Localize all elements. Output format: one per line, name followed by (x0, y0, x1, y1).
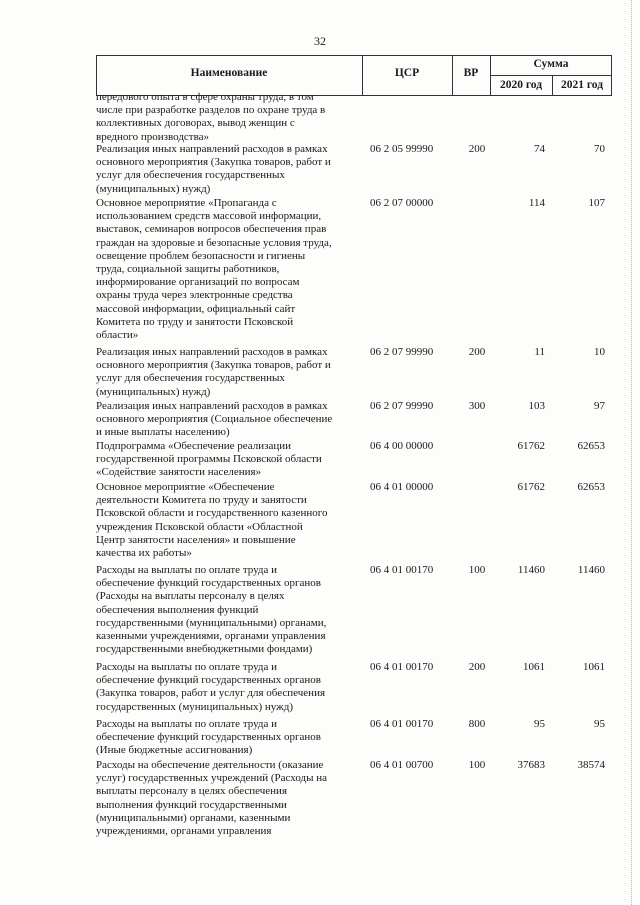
row-sum-2021: 95 (594, 718, 605, 730)
row-csr: 06 2 05 99990 (370, 143, 434, 155)
row-name: Расходы на выплаты по оплате труда и обеспечение функций государственных органов (Расходы на выплаты персоналу в целях обеспечения выполнения функций государственными (муниципальными) органами, казенными учреждениями, органами управления государственными внебюджетными фондами) (96, 564, 327, 656)
row-name: Расходы на выплаты по оплате труда и обеспечение функций государственных органов (Иные бюджетные ассигнования) (96, 718, 321, 757)
col-header-name: Наименование (190, 67, 268, 79)
col-header-vr: ВР (463, 67, 479, 79)
row-csr: 06 4 01 00170 (370, 661, 434, 673)
col-header-sum: Сумма (533, 58, 569, 70)
row-sum-2021: 10 (594, 346, 605, 358)
row-vr: 200 (468, 143, 486, 155)
row-sum-2020: 103 (528, 400, 545, 412)
page-number: 32 (314, 34, 326, 48)
col-header-2020: 2020 год (499, 79, 543, 91)
col-header-2021: 2021 год (560, 79, 604, 91)
row-sum-2020: 61762 (517, 481, 545, 493)
row-sum-2021: 1061 (583, 661, 605, 673)
row-csr: 06 4 01 00170 (370, 564, 434, 576)
row-csr: 06 2 07 00000 (370, 197, 434, 209)
header-top-border (96, 55, 612, 56)
row-sum-2021: 62653 (577, 481, 605, 493)
row-sum-2020: 11460 (517, 564, 545, 576)
scan-edge (631, 0, 634, 905)
table-header (96, 55, 612, 95)
row-sum-2021: 38574 (577, 759, 605, 771)
row-sum-2020: 61762 (517, 440, 545, 452)
row-sum-2020: 1061 (523, 661, 545, 673)
row-name: Расходы на обеспечение деятельности (оказание услуг) государственных учреждений (Расходы на выплаты персоналу в целях обеспечения выполнения функций государственными (муниципальными) органами, казенными учреждениями, органами управления (96, 759, 328, 838)
row-name: Реализация иных направлений расходов в рамках основного мероприятия (Социальное обеспечение и иные выплаты населению) (96, 400, 333, 439)
row-sum-2020: 11 (534, 346, 545, 358)
col-header-csr: ЦСР (394, 67, 420, 79)
row-sum-2020: 114 (528, 197, 545, 209)
row-name: Основное мероприятие «Обеспечение деятельности Комитета по труду и занятости Псковской области и государственного казенного учреждения Псковской области «Областной Центр занятости населения» и повышение качества их работы» (96, 481, 328, 560)
row-csr: 06 2 07 99990 (370, 400, 434, 412)
row-csr: 06 4 01 00700 (370, 759, 434, 771)
sum-divider (490, 75, 612, 76)
row-vr: 100 (468, 564, 486, 576)
row-csr: 06 4 00 00000 (370, 440, 434, 452)
row-name: Реализация иных направлений расходов в рамках основного мероприятия (Закупка товаров, работ и услуг для обеспечения государственных (муниципальных) нужд) (96, 346, 331, 398)
row-sum-2021: 97 (594, 400, 605, 412)
row-sum-2020: 74 (534, 143, 545, 155)
row-csr: 06 2 07 99990 (370, 346, 434, 358)
row-vr: 100 (468, 759, 486, 771)
row-sum-2021: 62653 (577, 440, 605, 452)
row-sum-2021: 11460 (577, 564, 605, 576)
row-name: Реализация иных направлений расходов в рамках основного мероприятия (Закупка товаров, работ и услуг для обеспечения государственных (муниципальных) нужд) (96, 143, 331, 195)
row-vr: 300 (468, 400, 486, 412)
row-sum-2021: 107 (588, 197, 605, 209)
row-name: передового опыта в сфере охраны труда, в том числе при разработке разделов по охране труда в коллективных договорах, вывод женщин с вредного производства» (96, 91, 326, 143)
row-sum-2020: 95 (534, 718, 545, 730)
row-name: Основное мероприятие «Пропаганда с использованием средств массовой информации, выставок, семинаров вопросов обеспечения прав граждан на здоровые и безопасные условия труда, освещение проблем безопасности и гигиены труда, социальной защиты работников, информирование организаций по вопросам охраны труда через электронные средства массовой информации, официальный сайт Комитета по труду и занятости Псковской области» (96, 197, 332, 342)
row-csr: 06 4 01 00000 (370, 481, 434, 493)
row-vr: 200 (468, 661, 486, 673)
row-csr: 06 4 01 00170 (370, 718, 434, 730)
row-vr: 200 (468, 346, 486, 358)
row-name: Подпрограмма «Обеспечение реализации государственной программы Псковской области «Содействие занятости населения» (96, 440, 322, 479)
row-sum-2020: 37683 (517, 759, 545, 771)
row-vr: 800 (468, 718, 486, 730)
row-sum-2021: 70 (594, 143, 605, 155)
row-name: Расходы на выплаты по оплате труда и обеспечение функций государственных органов (Закупка товаров, работ и услуг для обеспечения государственных (муниципальных) нужд) (96, 661, 326, 713)
